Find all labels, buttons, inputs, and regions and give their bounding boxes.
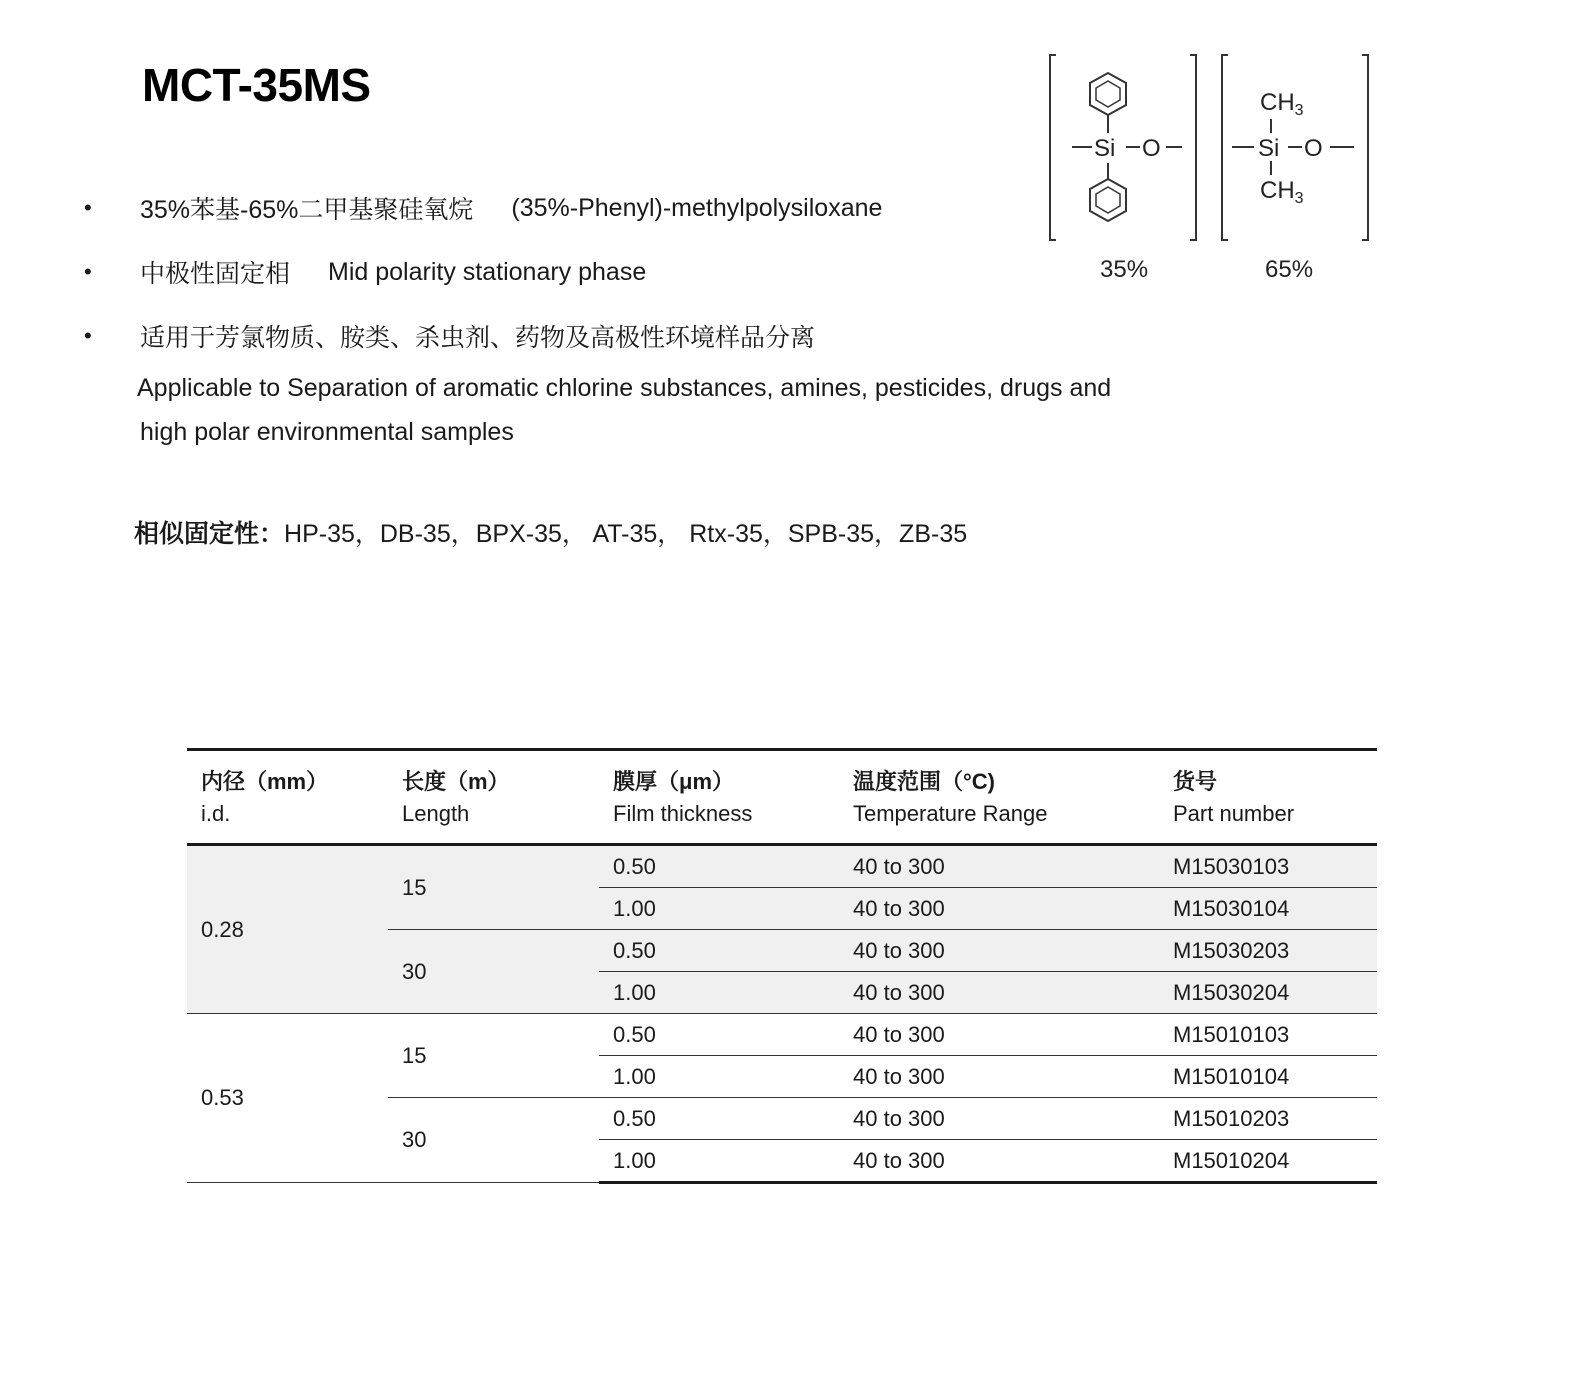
similar-label: 相似固定性： bbox=[134, 520, 285, 548]
cell-film: 0.50 bbox=[599, 1014, 839, 1056]
cell-temp: 40 to 300 bbox=[839, 845, 1159, 888]
cell-part: M15010104 bbox=[1159, 1056, 1377, 1098]
cell-film: 0.50 bbox=[599, 930, 839, 972]
cell-part: M15010204 bbox=[1159, 1140, 1377, 1183]
cell-temp: 40 to 300 bbox=[839, 972, 1159, 1014]
feature-en: Mid polarity stationary phase bbox=[328, 257, 647, 286]
list-item bbox=[84, 304, 1044, 368]
feature-zh: 中极性固定相 bbox=[140, 260, 291, 288]
cell-id: 0.28 bbox=[187, 845, 388, 1014]
cell-id: 0.53 bbox=[187, 1014, 388, 1183]
table-header-row bbox=[187, 750, 1377, 845]
cell-temp: 40 to 300 bbox=[839, 888, 1159, 930]
feature-en: (35%-Phenyl)-methylpolysiloxane bbox=[511, 193, 883, 222]
cell-film: 1.00 bbox=[599, 888, 839, 930]
cell-part: M15030103 bbox=[1159, 845, 1377, 888]
cell-film: 1.00 bbox=[599, 1140, 839, 1183]
cell-length: 30 bbox=[388, 930, 599, 1014]
si-atom-right: Si bbox=[1258, 135, 1280, 162]
cell-film: 0.50 bbox=[599, 845, 839, 888]
cell-part: M15030203 bbox=[1159, 930, 1377, 972]
cell-film: 0.50 bbox=[599, 1098, 839, 1140]
cell-film: 1.00 bbox=[599, 1056, 839, 1098]
header-temp: 温度范围（°C) Temperature Range bbox=[839, 750, 1159, 845]
cell-part: M15010103 bbox=[1159, 1014, 1377, 1056]
bullet-icon: • bbox=[84, 323, 92, 348]
cell-length: 30 bbox=[388, 1098, 599, 1183]
o-atom-left: O bbox=[1142, 135, 1161, 162]
header-film: 膜厚（μm） Film thickness bbox=[599, 750, 839, 845]
applicable-line-2: high polar environmental samples bbox=[140, 418, 514, 446]
header-length: 长度（m） Length bbox=[388, 750, 599, 845]
similar-items: HP-35，DB-35，BPX-35， AT-35， Rtx-35，SPB-35，ZB-35 bbox=[284, 520, 968, 548]
header-part: 货号 Part number bbox=[1159, 750, 1377, 845]
list-item bbox=[84, 240, 1044, 304]
table-row bbox=[187, 1014, 1377, 1056]
cell-temp: 40 to 300 bbox=[839, 1014, 1159, 1056]
chemical-structure bbox=[1040, 45, 1380, 295]
methyl-top: $CH_3$ bbox=[1260, 89, 1304, 119]
list-item bbox=[84, 176, 1044, 240]
header-id: 内径（mm） i.d. bbox=[187, 750, 388, 845]
methyl-bottom: $CH_3$ bbox=[1260, 177, 1304, 207]
cell-part: M15030104 bbox=[1159, 888, 1377, 930]
cell-part: M15010203 bbox=[1159, 1098, 1377, 1140]
page-title: MCT-35MS bbox=[142, 59, 371, 111]
cell-length: 15 bbox=[388, 1014, 599, 1098]
si-atom-left: Si bbox=[1094, 135, 1116, 162]
bullet-icon: • bbox=[84, 259, 92, 284]
spec-table bbox=[187, 748, 1377, 1184]
bullet-icon: • bbox=[84, 195, 92, 220]
percent-methyl: 65% bbox=[1265, 256, 1314, 283]
applicable-line-1: Applicable to Separation of aromatic chlorine substances, amines, pesticides, drugs and bbox=[137, 374, 1112, 402]
cell-film: 1.00 bbox=[599, 972, 839, 1014]
cell-part: M15030204 bbox=[1159, 972, 1377, 1014]
feature-zh: 适用于芳氯物质、胺类、杀虫剂、药物及高极性环境样品分离 bbox=[140, 324, 816, 352]
o-atom-right: O bbox=[1304, 135, 1323, 162]
cell-temp: 40 to 300 bbox=[839, 1056, 1159, 1098]
percent-phenyl: 35% bbox=[1100, 256, 1149, 283]
cell-temp: 40 to 300 bbox=[839, 1098, 1159, 1140]
feature-zh: 35%苯基-65%二甲基聚硅氧烷 bbox=[140, 196, 474, 224]
cell-temp: 40 to 300 bbox=[839, 1140, 1159, 1183]
cell-length: 15 bbox=[388, 845, 599, 930]
table-row bbox=[187, 845, 1377, 888]
cell-temp: 40 to 300 bbox=[839, 930, 1159, 972]
applicable-text bbox=[137, 366, 1197, 454]
feature-list bbox=[84, 176, 1044, 368]
similar-phases bbox=[134, 514, 967, 550]
